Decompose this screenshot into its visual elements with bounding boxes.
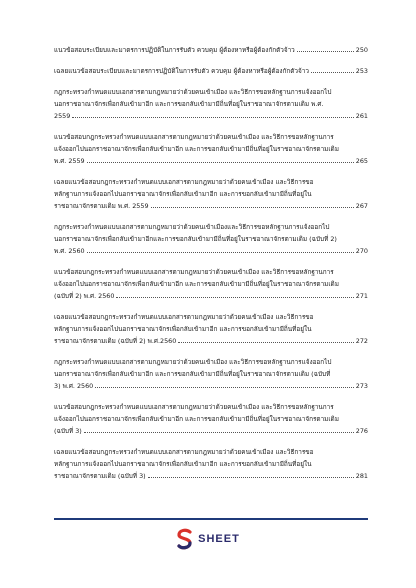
toc-page-number: 271 [355,292,368,300]
toc-entry-title-line: แจ้งออกไปนอกราชอาณาจักรเพื่อกลับเข้ามาอีก และการขอกลับเข้ามามีถิ่นที่อยู่ในราชอาณาจักรตามเดิม [54,145,339,153]
toc-entry-title-line: แนวข้อสอบกฎกระทรวงกำหนดแบบเอกสารตามกฎหมายว่าด้วยคนเข้าเมือง และวิธีการขอหลักฐานการ [54,133,334,141]
toc-entry[interactable] [54,446,368,482]
toc-entry[interactable] [54,176,368,212]
dot-leader [95,387,354,388]
toc-entry-title-line: เฉลยแนวข้อสอบกฎกระทรวงกำหนดแบบเอกสารตามกฎหมายว่าด้วยคนเข้าเมือง และวิธีการขอ [54,448,314,456]
toc-page-number: 265 [355,157,368,165]
toc-entry[interactable] [54,221,368,257]
toc-entry-last-line [54,155,368,167]
dot-leader [148,477,354,478]
toc-entry-last-line [54,470,368,482]
toc-page-number: 253 [355,67,368,75]
toc-entry-title-line: (ฉบับที่ 2) พ.ศ. 2560 [54,292,115,300]
toc-entry-title-line: หลักฐานการแจ้งออกไปนอกราชอาณาจักรเพื่อกลับเข้ามาอีก และการขอกลับเข้ามามีถิ่นที่อยู่ใน [54,190,312,198]
footer-logo [0,524,416,554]
dot-leader [178,342,354,343]
toc-page-number: 272 [355,337,368,345]
dot-leader [87,162,354,163]
toc-entry-last-line [54,380,368,392]
dot-leader [84,432,354,433]
toc-entry-title-line: เฉลยแนวข้อสอบกฎกระทรวงกำหนดแบบเอกสารตามกฎหมายว่าด้วยคนเข้าเมือง และวิธีการขอ [54,313,314,321]
toc-entry-title-line: นอกราชอาณาจักรเพื่อกลับเข้ามาอีก และการขอกลับเข้ามามีถิ่นที่อยู่ในราชอาณาจักรตามเดิม (ฉบับที่ [54,370,331,378]
dot-leader [116,297,353,298]
toc-entry-title-line: (ฉบับที่ 3) [54,427,82,435]
toc-entry-last-line [54,335,368,347]
toc-entry-last-line [54,290,368,302]
toc-entry-title-line: นอกราชอาณาจักรเพื่อกลับเข้ามาอีกและการขอกลับเข้ามามีถิ่นที่อยู่ในราชอาณาจักรตามเดิม (ฉบับที่ 2) [54,235,337,243]
table-of-contents [54,44,368,491]
toc-entry-title-line: 3) พ.ศ. 2560 [54,382,94,390]
toc-entry[interactable] [54,65,368,77]
toc-entry-title-line: แนวข้อสอบกฎกระทรวงกำหนดแบบเอกสารตามกฎหมายว่าด้วยคนเข้าเมือง และวิธีการขอหลักฐานการ [54,403,334,411]
toc-entry-title-line: แจ้งออกไปนอกราชอาณาจักรเพื่อกลับเข้ามาอีก และการขอกลับเข้ามามีถิ่นที่อยู่ในราชอาณาจักรตามเดิม [54,280,339,288]
toc-entry[interactable] [54,356,368,392]
toc-page-number: 270 [355,247,368,255]
toc-entry-title-line: กฎกระทรวงกำหนดแบบเอกสารตามกฎหมายว่าด้วยคนเข้าเมือง และวิธีการขอหลักฐานการแจ้งออกไป [54,88,332,96]
toc-page-number: 273 [355,382,368,390]
s-logo-icon [176,528,194,550]
dot-leader [151,207,354,208]
toc-entry-title-line: เฉลยแนวข้อสอบระเบียบและมาตรการปฏิบัติในการรับตัว ควบคุม ผู้ต้องหาหรือผู้ต้องกักตัวจ้าว [54,67,309,75]
toc-entry-title-line: ราชอาณาจักรตามเดิม (ฉบับที่ 3) [54,472,146,480]
toc-entry[interactable] [54,131,368,167]
toc-entry-title-line: พ.ศ. 2560 [54,247,85,255]
toc-page-number: 276 [355,427,368,435]
toc-entry-title-line: 2559 [54,112,71,120]
toc-entry-title-line: แนวข้อสอบกฎกระทรวงกำหนดแบบเอกสารตามกฎหมายว่าด้วยคนเข้าเมือง และวิธีการขอหลักฐานการ [54,268,334,276]
toc-entry-title-line: เฉลยแนวข้อสอบกฎกระทรวงกำหนดแบบเอกสารตามกฎหมายว่าด้วยคนเข้าเมือง และวิธีการขอ [54,178,314,186]
dot-leader [311,72,354,73]
toc-entry-title-line: หลักฐานการแจ้งออกไปนอกราชอาณาจักรเพื่อกลับเข้ามาอีก และการขอกลับเข้ามามีถิ่นที่อยู่ใน [54,460,312,468]
toc-page-number: 261 [355,112,368,120]
toc-entry[interactable] [54,311,368,347]
toc-page-number: 250 [355,46,368,54]
toc-entry[interactable] [54,44,368,56]
toc-entry-title-line: กฎกระทรวงกำหนดแบบเอกสารตามกฎหมายว่าด้วยคนเข้าเมืองและวิธีการขอหลักฐานการแจ้งออกไป [54,223,330,231]
dot-leader [72,117,354,118]
toc-page-number: 267 [355,202,368,210]
dot-leader [87,252,354,253]
toc-entry-last-line [54,425,368,437]
toc-entry-title-line: ราชอาณาจักรตามเดิม พ.ศ. 2559 [54,202,149,210]
toc-entry-title-line: แนวข้อสอบระเบียบและมาตรการปฏิบัติในการรับตัว ควบคุม ผู้ต้องหาหรือผู้ต้องกักตัวจ้าว [54,46,295,54]
dot-leader [297,51,354,52]
toc-entry-last-line [54,44,368,56]
toc-entry-last-line [54,200,368,212]
toc-entry-title-line: พ.ศ. 2559 [54,157,85,165]
toc-entry-title-line: นอกราชอาณาจักรเพื่อกลับเข้ามาอีก และการขอกลับเข้ามามีถิ่นที่อยู่ในราชอาณาจักรตามเดิม พ.ศ. [54,100,324,108]
toc-page-number: 281 [355,472,368,480]
toc-entry-title-line: กฎกระทรวงกำหนดแบบเอกสารตามกฎหมายว่าด้วยคนเข้าเมือง และวิธีการขอหลักฐานการแจ้งออกไป [54,358,332,366]
toc-entry-title-line: หลักฐานการแจ้งออกไปนอกราชอาณาจักรเพื่อกลับเข้ามาอีก และการขอกลับเข้ามามีถิ่นที่อยู่ใน [54,325,312,333]
brand-name: SHEET [198,533,240,545]
toc-entry-last-line [54,110,368,122]
footer-divider [54,518,368,520]
toc-entry-title-line: ราชอาณาจักรตามเดิม (ฉบับที่ 2) พ.ศ.2560 [54,337,177,345]
toc-entry[interactable] [54,86,368,122]
toc-entry[interactable] [54,266,368,302]
toc-entry-last-line [54,65,368,77]
toc-entry-title-line: แจ้งออกไปนอกราชอาณาจักรเพื่อกลับเข้ามาอีก และการขอกลับเข้ามามีถิ่นที่อยู่ในราชอาณาจักรตามเดิม [54,415,339,423]
toc-entry[interactable] [54,401,368,437]
toc-entry-last-line [54,245,368,257]
